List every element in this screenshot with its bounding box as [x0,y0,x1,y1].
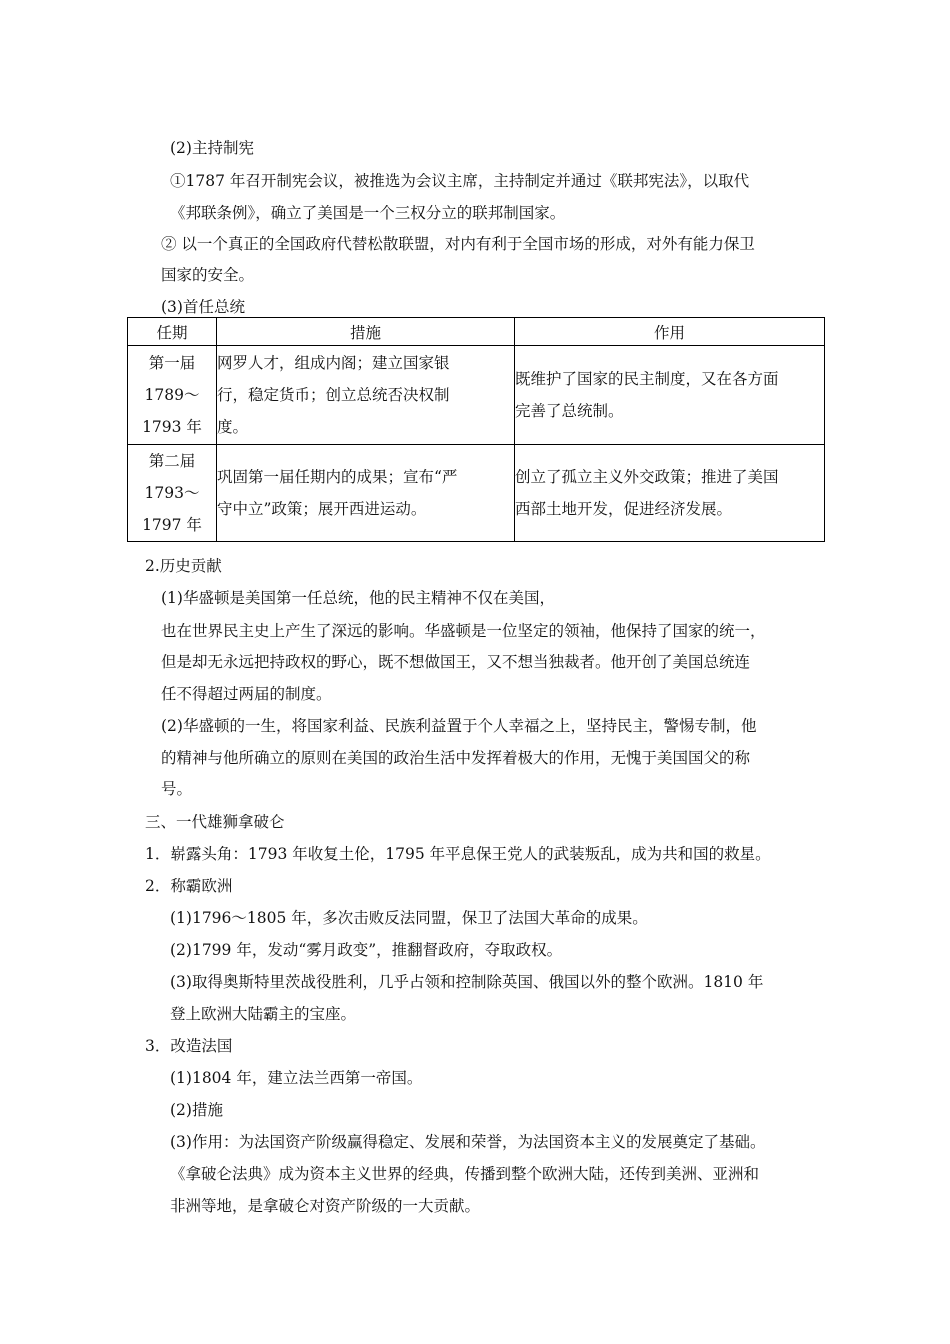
section-heading: 3．改造法国 [145,1037,233,1055]
column-header: 任期 [128,318,217,346]
cell-line: 创立了孤立主义外交政策；推进了美国 [515,468,779,486]
paragraph-line: 国家的安全。 [161,266,255,284]
paragraph-line: (1)1796～1805 年，多次击败反法同盟，保卫了法国大革命的成果。 [170,909,648,927]
paragraph-line: (3)取得奥斯特里茨战役胜利，几乎占领和控制除英国、俄国以外的整个欧洲。1810 年 [170,973,764,991]
term-line: 1789～ [144,386,200,404]
paragraph-line: 但是却无永远把持政权的野心，既不想做国王，又不想当独裁者。他开创了美国总统连 [161,653,751,671]
term-cell [128,445,217,542]
term-cell [128,346,217,445]
term-line: 1793 年 [142,418,202,436]
section-heading: (3)首任总统 [161,298,245,316]
effect-cell [515,445,825,542]
paragraph-line: 非洲等地，是拿破仑对资产阶级的一大贡献。 [170,1197,481,1215]
paragraph-line: 号。 [161,780,193,798]
column-header: 措施 [217,318,515,346]
presidency-table [127,317,825,542]
table-row [128,445,825,542]
paragraph-line: 的精神与他所确立的原则在美国的政治生活中发挥着极大的作用，无愧于美国国父的称 [161,749,751,767]
paragraph-line: (2)华盛顿的一生，将国家利益、民族利益置于个人幸福之上，坚持民主，警惕专制，他 [161,717,757,735]
cell-line: 巩固第一届任期内的成果；宣布“严 [217,468,458,486]
paragraph-line: 1．崭露头角：1793 年收复土伦，1795 年平息保王党人的武装叛乱，成为共和国的救星。 [145,845,771,863]
cell-line: 西部土地开发，促进经济发展。 [515,500,733,518]
term-line: 第一届 [148,354,196,372]
paragraph-line: ② 以一个真正的全国政府代替松散联盟，对内有利于全国市场的形成，对外有能力保卫 [161,235,755,253]
paragraph-line: (1)华盛顿是美国第一任总统，他的民主精神不仅在美国， [161,589,555,607]
section-heading: 2.历史贡献 [145,557,222,575]
paragraph-line: (1)1804 年，建立法兰西第一帝国。 [170,1069,423,1087]
table-header-row [128,318,825,346]
effect-cell [515,346,825,445]
paragraph-line: (3)作用：为法国资产阶级赢得稳定、发展和荣誉，为法国资本主义的发展奠定了基础。 [170,1133,766,1151]
measures-cell [217,445,515,542]
paragraph-line: 《邦联条例》，确立了美国是一个三权分立的联邦制国家。 [170,204,566,222]
paragraph-line: 《拿破仑法典》成为资本主义世界的经典，传播到整个欧洲大陆，还传到美洲、亚洲和 [170,1165,760,1183]
cell-line: 完善了总统制。 [515,402,624,420]
paragraph-line: 登上欧洲大陆霸主的宝座。 [170,1005,357,1023]
section-heading: (2)主持制宪 [170,139,254,157]
paragraph-line: (2)措施 [170,1101,223,1119]
table-row [128,346,825,445]
paragraph-line: (2)1799 年，发动“雾月政变”，推翻督政府，夺取政权。 [170,941,563,959]
paragraph-line: 也在世界民主史上产生了深远的影响。华盛顿是一位坚定的领袖，他保持了国家的统一， [161,622,766,640]
section-heading: 三、一代雄狮拿破仑 [145,813,285,831]
term-line: 1793～ [144,484,200,502]
measures-cell [217,346,515,445]
cell-line: 既维护了国家的民主制度，又在各方面 [515,370,779,388]
paragraph-line: ①1787 年召开制宪会议，被推选为会议主席，主持制定并通过《联邦宪法》，以取代 [170,172,750,190]
cell-line: 行，稳定货币；创立总统否决权制 [217,386,450,404]
term-line: 1797 年 [142,516,202,534]
paragraph-line: 任不得超过两届的制度。 [161,685,332,703]
cell-line: 度。 [217,418,249,436]
cell-line: 守中立”政策；展开西进运动。 [217,500,427,518]
section-heading: 2．称霸欧洲 [145,877,233,895]
term-line: 第二届 [148,452,196,470]
cell-line: 网罗人才，组成内阁；建立国家银 [217,354,450,372]
column-header: 作用 [515,318,825,346]
